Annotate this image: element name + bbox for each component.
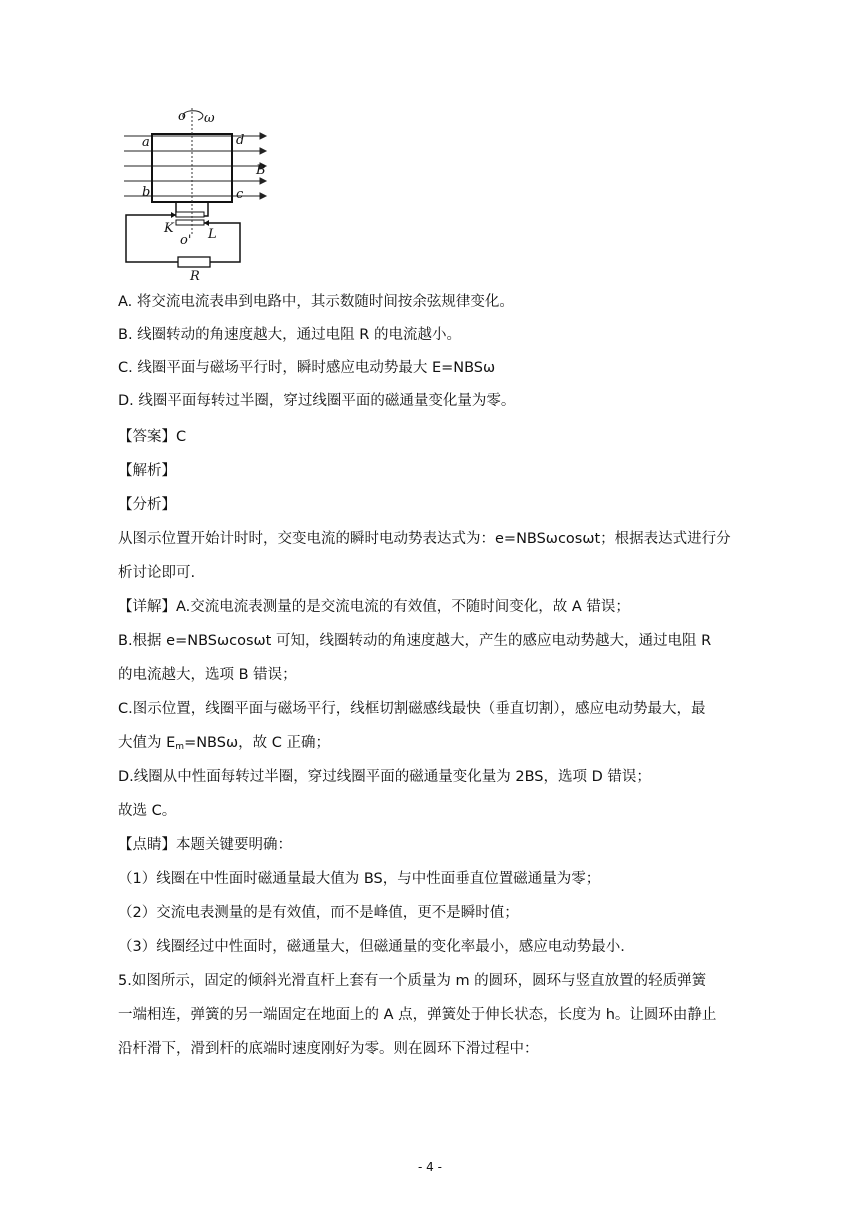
detail-c2-before: 大值为 E bbox=[118, 735, 176, 751]
label-omega: ω bbox=[204, 111, 215, 126]
tip-line-2: （2）交流电表测量的是有效值，而不是峰值，更不是瞬时值； bbox=[118, 905, 519, 921]
detail-line-c2 bbox=[118, 732, 790, 758]
option-a: A. 将交流电流表串到电路中，其示数随时间按余弦规律变化。 bbox=[118, 294, 514, 310]
answer-line: 【答案】C bbox=[118, 429, 187, 445]
label-o-top: o bbox=[178, 109, 186, 124]
option-c: C. 线圈平面与磁场平行时，瞬时感应电动势最大 E=NBSω bbox=[118, 360, 496, 376]
rotation-arrow bbox=[183, 111, 203, 120]
detail-line-c1: C.图示位置，线圈平面与磁场平行，线框切割磁感线最快（垂直切割），感应电动势最大，最 bbox=[118, 701, 706, 717]
detail-line-b2: 的电流越大，选项 B 错误； bbox=[118, 667, 297, 683]
tip-heading: 【点睛】本题关键要明确： bbox=[118, 837, 292, 853]
question5-line-2: 一端相连，弹簧的另一端固定在地面上的 A 点，弹簧处于伸长状态，长度为 h。让圆环由静止 bbox=[118, 1007, 717, 1023]
question5-line-3: 沿杆滑下，滑到杆的底端时速度刚好为零。则在圆环下滑过程中： bbox=[118, 1041, 539, 1057]
label-c: c bbox=[236, 187, 244, 202]
tip-line-1: （1）线圈在中性面时磁通量最大值为 BS，与中性面垂直位置磁通量为零； bbox=[118, 871, 601, 887]
label-R: R bbox=[190, 269, 200, 284]
analysis-heading: 【解析】 bbox=[118, 463, 176, 479]
slip-ring-k bbox=[176, 212, 204, 217]
option-d: D. 线圈平面每转过半圈，穿过线圈平面的磁通量变化量为零。 bbox=[118, 393, 516, 409]
detail-line-conclusion: 故选 C。 bbox=[118, 803, 177, 819]
resistor bbox=[178, 257, 210, 267]
detail-line-d: D.线圈从中性面每转过半圈，穿过线圈平面的磁通量变化量为 2BS，选项 D 错误； bbox=[118, 769, 651, 785]
label-a: a bbox=[142, 135, 150, 150]
detail-line-a: 【详解】A.交流电流表测量的是交流电流的有效值，不随时间变化，故 A 错误； bbox=[118, 599, 630, 615]
label-B: B bbox=[256, 163, 266, 178]
label-L: L bbox=[208, 227, 217, 242]
question5-line-1: 5.如图所示，固定的倾斜光滑直杆上套有一个质量为 m 的圆环，圆环与竖直放置的轻质弹簧 bbox=[118, 973, 707, 989]
tip-line-3: （3）线圈经过中性面时，磁通量大，但磁通量的变化率最小，感应电动势最小. bbox=[118, 939, 625, 955]
label-b: b bbox=[142, 185, 151, 200]
page-number: - 4 - bbox=[418, 1160, 442, 1174]
detail-c2-after: =NBSω，故 C 正确； bbox=[184, 735, 330, 751]
label-K: K bbox=[164, 221, 174, 236]
label-o-bottom: o' bbox=[180, 233, 192, 248]
coil-generator-diagram bbox=[118, 104, 278, 284]
fenxi-line-1: 从图示位置开始计时时，交变电流的瞬时电动势表达式为：e=NBSωcosωt；根据表达式进行分 bbox=[118, 531, 731, 547]
detail-line-b1: B.根据 e=NBSωcosωt 可知，线圈转动的角速度越大，产生的感应电动势越大，通过电阻 R bbox=[118, 633, 712, 649]
fenxi-line-2: 析讨论即可. bbox=[118, 565, 196, 581]
detail-c2-sub: m bbox=[175, 742, 185, 752]
slip-ring-l bbox=[176, 220, 204, 225]
option-b: B. 线圈转动的角速度越大，通过电阻 R 的电流越小。 bbox=[118, 327, 461, 343]
label-d: d bbox=[236, 133, 245, 148]
fenxi-heading: 【分析】 bbox=[118, 497, 176, 513]
